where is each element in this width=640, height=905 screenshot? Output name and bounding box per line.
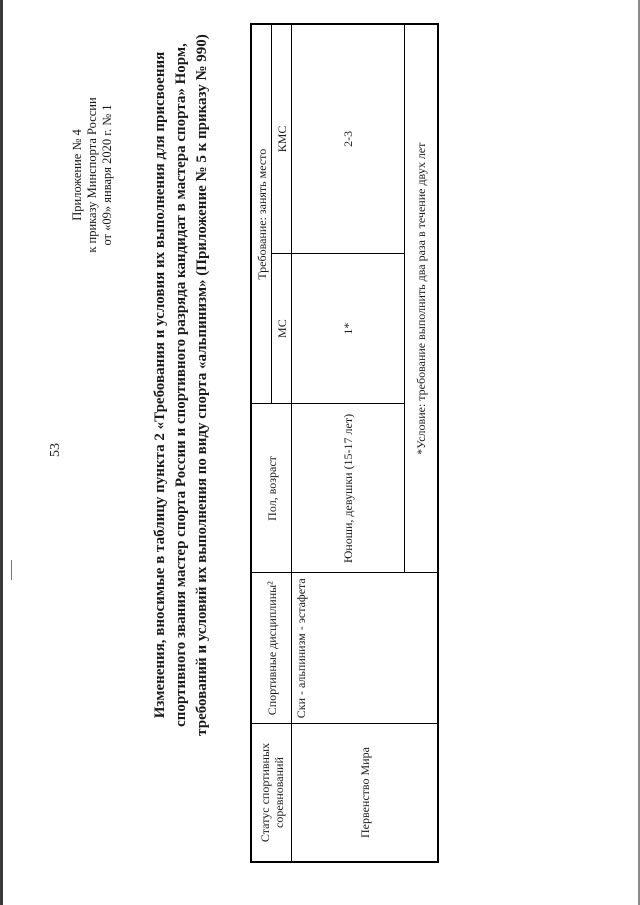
header-ms: МС (272, 253, 292, 404)
appendix-line-1: Приложение № 4 (70, 129, 84, 221)
appendix-line-3: от «09» января 2020 г. № 1 (100, 104, 114, 246)
header-kms: КМС (272, 24, 292, 253)
document-title (150, 15, 213, 755)
appendix-header (70, 65, 115, 285)
requirements-table (250, 23, 439, 863)
cell-kms: 2-3 (292, 24, 405, 253)
title-line-1: Изменения, вносимые в таблицу пункта 2 «Требования и условия их выполнения для присвоения (152, 51, 168, 719)
title-line-2: спортивного звания мастер спорта России и спортивного разряда кандидат в мастера спорта» Норм, (173, 43, 189, 727)
header-requirement: Требование: занять место (251, 24, 272, 404)
header-disciplines: Спортивные дисциплины² (251, 573, 292, 724)
cell-ms: 1* (292, 253, 405, 404)
page-number: 53 (48, 443, 63, 457)
cell-note: *Условие: требование выполнить два раза в течение двух лет (405, 24, 439, 573)
cell-sex-age: Юноши, девушки (15-17 лет) (292, 404, 405, 573)
cell-discipline: Ски - альпинизм - эстафета (292, 573, 439, 724)
cell-status: Первенство Мира (292, 724, 439, 862)
header-row-1 (251, 24, 272, 862)
header-status: Статус спортивных соревнований (251, 724, 292, 862)
table-row (292, 24, 405, 862)
header-sex-age: Пол, возраст (251, 404, 292, 573)
appendix-line-2: к приказу Минспорта России (85, 97, 99, 253)
title-line-3: требований и условий их выполнения по виду спорта «альпинизм» (Приложение № 5 к приказу № 990) (194, 34, 210, 736)
